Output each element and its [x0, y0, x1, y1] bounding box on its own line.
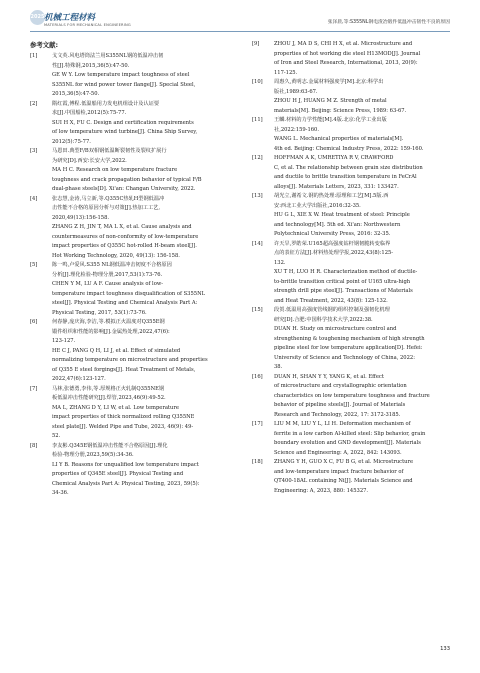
reference-line: CHEN Y M, LU A F. Cause analysis of low-: [52, 281, 164, 287]
reference-text: [274, 154, 452, 192]
reference-item: [30, 318, 238, 385]
reference-line: C, et al. The relationship between grain size distribution: [274, 164, 423, 171]
reference-line: impact properties of Q355C hot-rolled H-beam steel[J].: [52, 243, 197, 249]
reference-line: 性[J].特殊钢,2015,36(5):47-50.: [52, 62, 130, 69]
reference-line: Research and Technology, 2022, 17: 3172-3185.: [274, 411, 401, 418]
page-header: [0, 0, 480, 34]
reference-line: steel[J]. Physical Testing and Chemical Analysis Part A:: [52, 300, 198, 306]
reference-line: and ductile to brittle transition temperature in FeCrAl: [274, 174, 417, 180]
reference-line: HOFFMAN A K, UMRETIYA R V, CRAWFORD: [274, 155, 394, 161]
left-reference-list: [30, 52, 238, 499]
reference-line: 分析[J].理化检验-物理分册,2017,53(1):73-76.: [52, 271, 163, 278]
reference-line: of microstructure and crystallographic orientation: [274, 383, 407, 389]
reference-line: and low-temperature impact fracture behavior of: [274, 468, 404, 475]
reference-line: of Iron and Steel Research, International, 2013, 20(9):: [274, 60, 418, 66]
reference-line: XU T H, LUO H R. Characterization method of ductile-: [274, 269, 418, 275]
journal-subtitle: MATERIALS FOR MECHANICAL ENGINEERING: [44, 23, 131, 27]
reference-line: 社,2022:159-160.: [274, 126, 319, 133]
reference-number: [11]: [252, 117, 263, 123]
reference-line: 周惠久,黄明志.金属材料强度学[M].北京:科学出: [274, 79, 384, 85]
reference-text: [52, 442, 238, 499]
reference-line: Physical Testing, 2017, 53(1):73-76.: [52, 309, 147, 316]
reference-text: [52, 100, 238, 148]
reference-line: Hot Working Technology, 2020, 49(13): 156-158.: [52, 252, 180, 259]
reference-item: [252, 192, 452, 240]
reference-line: 52.: [52, 433, 61, 439]
header-divider: [30, 31, 450, 32]
reference-line: 王麟.材料的力学性能[M].4版.北京:化学工业出版: [274, 117, 387, 123]
left-column: [30, 40, 238, 499]
reference-line: 117-125.: [274, 69, 298, 76]
reference-line: S355NL for wind power tower flange[J]. Special Steel,: [52, 81, 196, 88]
reference-number: [15]: [252, 307, 263, 313]
page-number: 133: [440, 646, 450, 652]
reference-line: 点的表征方法[J].材料热处理学报,2022,43(8):125-: [274, 250, 394, 256]
reference-line: ZHOU J, MA D S, CHI H X, et al. Microstructure and: [274, 41, 413, 47]
reference-item: [30, 52, 238, 100]
journal-name: 机械工程材料: [44, 13, 96, 23]
reference-line: properties of Q345E steel[J]. Physical Testing and: [52, 471, 184, 477]
reference-line: QT400-18AL containing Ni[J]. Materials Science and: [274, 478, 413, 484]
reference-line: 研究[D].合肥:中国科学技术大学,2022:38.: [274, 316, 373, 323]
reference-line: SUI H X, FU C. Design and certification requirements: [52, 119, 194, 126]
reference-number: [14]: [252, 240, 263, 247]
reference-line: 马林,张德勇,李伟,等.厚规格正火轧制Q355NE钢: [52, 385, 165, 392]
reference-line: of Q355 E steel forgings[J]. Heat Treatment of Metals,: [52, 366, 196, 373]
reference-text: [274, 240, 452, 307]
reference-number: [2]: [30, 100, 38, 107]
reference-line: 2022,47(6):123-127.: [52, 376, 106, 382]
reference-line: impact properties of thick normalized rolling Q355NE: [52, 414, 195, 420]
reference-text: [274, 78, 452, 116]
reference-number: [6]: [30, 319, 38, 325]
reference-item: [252, 240, 452, 307]
reference-line: behavior of pipeline steels[J]. Journal of Materials: [274, 402, 406, 408]
reference-item: [252, 373, 452, 421]
reference-line: DUAN H. Study on microstructure control and: [274, 326, 397, 332]
reference-item: [30, 442, 238, 499]
reference-line: and technology[M]. 5th ed. Xi'an: Northwestern: [274, 221, 401, 228]
reference-line: ferrite in a low carbon Al-killed steel: Slip behavior, grain: [274, 430, 426, 437]
reference-line: temperature impact toughness disqualification of S355NL: [52, 290, 206, 297]
reference-text: [52, 195, 238, 262]
reference-number: [4]: [30, 195, 38, 202]
reference-line: 戈文英.风电塔筒法兰用S355NL钢的低温冲击韧: [52, 53, 164, 59]
reference-line: alloys[J]. Materials Letters, 2023, 331: 133427.: [274, 183, 399, 190]
reference-line: GE W Y. Low temperature impact toughness of steel: [52, 72, 190, 78]
reference-item: [252, 78, 452, 116]
right-reference-list: [252, 40, 452, 496]
reference-line: toughness and crack propagation behavior of typical F/B: [52, 176, 202, 183]
reference-line: Engineering: A, 2023, 880: 145327.: [274, 487, 369, 494]
journal-logo: 2025: [30, 10, 45, 25]
reference-text: [52, 52, 238, 100]
reference-number: [17]: [252, 421, 263, 427]
reference-text: [274, 373, 452, 421]
reference-line: 2015,36(5):47-50.: [52, 91, 100, 97]
reference-line: 何春静,庞庆海,李洁,等.模拟正火温度对Q355E钢: [52, 319, 165, 325]
reference-line: 击性能不合格的原因分析与对策[J].热加工工艺,: [52, 205, 160, 211]
reference-line: 求[J].中国船检,2012(5):75-77.: [52, 110, 127, 116]
reference-text: [274, 420, 452, 458]
reference-line: Science and Engineering: A, 2022, 842: 143093.: [274, 449, 402, 456]
reference-line: MA L, ZHANG D Y, LI W, et al. Low temperature: [52, 404, 179, 411]
reference-line: 34-36.: [52, 490, 69, 496]
reference-line: 段贺.低温用高强度管线钢的组织控制及强韧化机理: [274, 307, 390, 313]
reference-text: [52, 261, 238, 318]
right-column: [252, 40, 452, 496]
reference-line: strengthening & toughening mechanism of high strength: [274, 335, 425, 342]
reference-text: [274, 116, 452, 154]
reference-line: 132.: [274, 259, 286, 266]
reference-number: [9]: [252, 41, 260, 47]
reference-line: normalizing temperature on microstructure and properties: [52, 357, 208, 363]
reference-item: [30, 195, 238, 262]
reference-line: University of Science and Technology of China, 2022:: [274, 354, 415, 361]
reference-line: ZHOU H J, HUANG M Z. Strength of metal: [274, 98, 387, 104]
reference-number: [18]: [252, 459, 263, 465]
reference-line: countermeasures of non-conformity of low-temperature: [52, 233, 199, 240]
reference-line: 版社,1989:63-67.: [274, 88, 318, 95]
reference-text: [274, 192, 452, 240]
reference-line: 2012(5):75-77.: [52, 138, 91, 145]
reference-line: properties of hot working die steel H13MOD[J]. Journal: [274, 50, 421, 57]
reference-item: [252, 306, 452, 373]
reference-line: 为研究[D].西安:长安大学,2022.: [52, 157, 127, 164]
reference-item: [30, 261, 238, 318]
reference-line: 马恩田.典型F/B双相钢低温断裂韧性及裂纹扩展行: [52, 148, 167, 154]
reference-line: Polytechnical University Press, 2016: 32-35.: [274, 231, 391, 237]
reference-line: 4th ed. Beijing: Chemical Industry Press, 2022: 159-160.: [274, 145, 424, 152]
reference-line: DUAN H, SHAN Y Y, YANG K, et al. Effect: [274, 373, 384, 380]
reference-text: [274, 40, 452, 78]
reference-line: pipeline steel for low temperature application[D]. Hefei:: [274, 345, 423, 351]
reference-line: 李友彬.Q345E钢低温冲击性能不合格原因[J].理化: [52, 442, 168, 449]
reference-line: 2020,49(13):156-158.: [52, 214, 110, 221]
reference-number: [1]: [30, 53, 38, 59]
reference-item: [30, 100, 238, 148]
reference-line: 检验-物理分册,2023,59(5):34-36.: [52, 452, 134, 458]
reference-line: dual-phase steels[D]. Xi'an: Changan University, 2022.: [52, 186, 196, 192]
reference-line: and Heat Treatment, 2022, 43(8): 125-132.: [274, 297, 388, 304]
running-title: 张泽晨,等:S355NL钢电渣冶锻件低温冲击韧性不良的原因: [327, 20, 450, 25]
reference-line: 38.: [274, 364, 283, 370]
reference-line: of low temperature wind turbine[J]. China Ship Survey,: [52, 129, 198, 135]
reference-text: [52, 318, 238, 385]
reference-line: to-brittle transition critical point of U165 ultra-high: [274, 278, 411, 285]
reference-line: 安:西北工业大学出版社,2016:32-35.: [274, 202, 361, 209]
reference-text: [52, 147, 238, 195]
reference-text: [52, 385, 238, 442]
reference-line: Chemical Analysis Part A: Physical Testing, 2023, 59(5):: [52, 480, 200, 487]
reference-item: [30, 385, 238, 442]
references-heading: 参考文献:: [30, 41, 59, 49]
reference-line: 许天旱,罗皓荣.U165超高强度钻杆钢韧脆转变临界: [274, 240, 391, 247]
reference-line: 板低温冲击性能研究[J].焊管,2023,46(9):49-52.: [52, 395, 166, 401]
reference-line: 胡光立,谢希文.钢的热处理:原理和工艺[M].5版.西: [274, 193, 389, 199]
reference-number: [10]: [252, 79, 263, 85]
reference-item: [30, 147, 238, 195]
reference-line: WANG L. Mechanical properties of materials[M].: [274, 136, 404, 142]
reference-number: [13]: [252, 193, 263, 199]
reference-line: LI Y B. Reasons for unqualified low temperature impact: [52, 461, 199, 468]
reference-number: [12]: [252, 155, 263, 161]
reference-line: MA H C. Research on low temperature fracture: [52, 167, 178, 173]
reference-line: 张志慧,金涛,马立新,等.Q355C热轧H型钢低温冲: [52, 195, 165, 202]
reference-item: [252, 154, 452, 192]
reference-line: ZHANG Z H, JIN T, MA L X, et al. Cause analysis and: [52, 224, 192, 230]
reference-line: characteristics on low temperature toughness and fracture: [274, 392, 430, 399]
reference-item: [252, 116, 452, 154]
reference-line: boundary evolution and GND development[J]. Materials: [274, 440, 421, 446]
reference-line: strength drill pipe steel[J]. Transactions of Materials: [274, 288, 413, 294]
reference-text: [274, 306, 452, 373]
reference-item: [252, 420, 452, 458]
reference-line: LIU M M, LIU Y L, LI H. Deformation mechanism of: [274, 421, 411, 427]
reference-number: [5]: [30, 262, 38, 268]
reference-line: HE C J, PANG Q H, LI J, et al. Effect of simulated: [52, 347, 181, 354]
reference-number: [16]: [252, 373, 263, 380]
reference-line: 123-127.: [52, 338, 76, 344]
reference-number: [3]: [30, 148, 38, 154]
reference-number: [7]: [30, 385, 38, 392]
reference-item: [252, 458, 452, 496]
reference-line: 锻件组织和性能的影响[J].金属热处理,2022,47(6):: [52, 328, 170, 335]
reference-number: [8]: [30, 442, 38, 449]
reference-line: 陈一鸣,卢爱风.S355 NL钢低温冲击韧度不合格原因: [52, 262, 172, 268]
reference-line: materials[M]. Beijing: Science Press, 1989: 63-67.: [274, 107, 407, 114]
reference-line: HU G L, XIE X W. Heat treatment of steel: Principle: [274, 212, 410, 218]
reference-line: steel plate[J]. Welded Pipe and Tube, 2023, 46(9): 49-: [52, 423, 194, 430]
reference-item: [252, 40, 452, 78]
reference-line: ZHANG Y H, GUO X C, FU B G, et al. Microstructure: [274, 459, 414, 465]
reference-line: 隋红霞,傅程.低温船用力发电机组设计及认证要: [52, 100, 160, 107]
reference-text: [274, 458, 452, 496]
